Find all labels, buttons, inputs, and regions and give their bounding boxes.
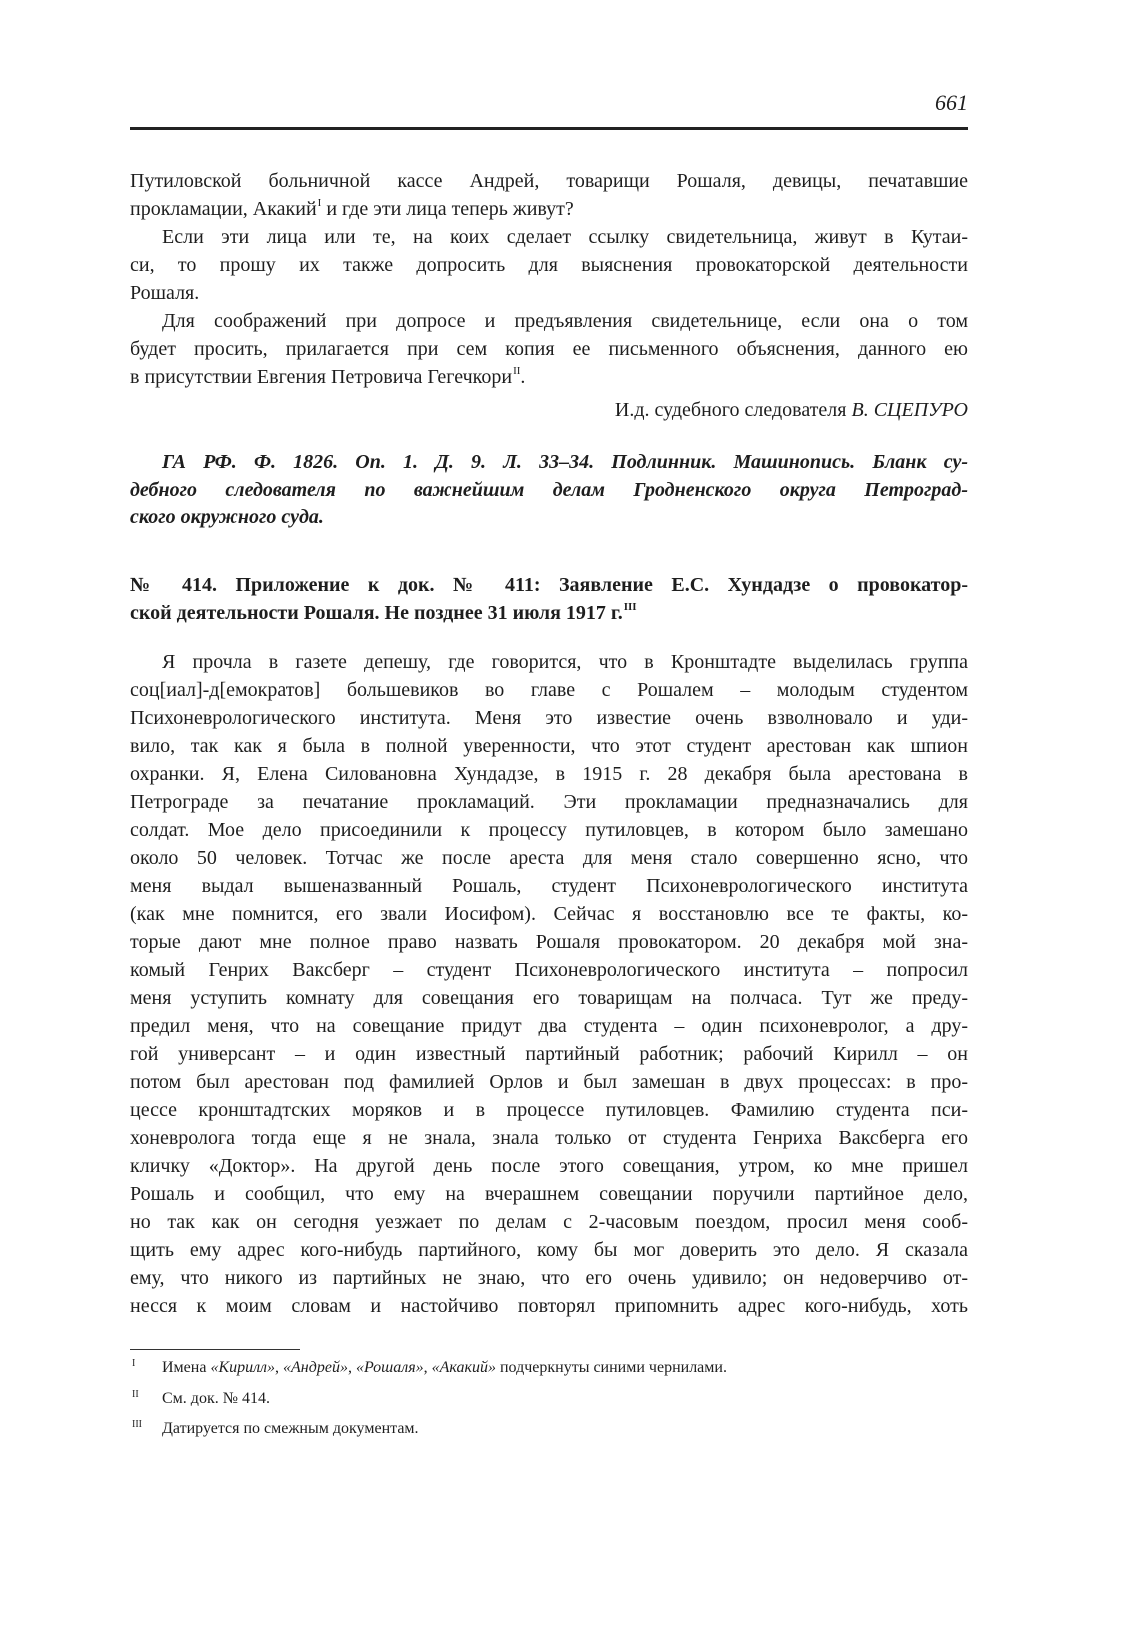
text-line <box>130 223 968 251</box>
archive-note <box>130 449 968 532</box>
text-run: Петрограде за печатание прокламаций. Эти прокламации предназначались для <box>130 791 968 813</box>
text-line <box>130 648 968 676</box>
text-run: около 50 человек. Тотчас же после ареста для меня стало совершенно ясно, что <box>130 847 968 869</box>
footnote-mark: I <box>132 1358 136 1369</box>
text-run: несся к моим словам и настойчиво повторял припомнить адрес кого-нибудь, хоть <box>130 1295 968 1317</box>
text-run: (как мне помнится, его звали Иосифом). Сейчас я восстановлю все те факты, ко- <box>130 903 968 925</box>
text-line <box>130 1236 968 1264</box>
footnote <box>130 1384 968 1415</box>
signature-name: В. СЦЕПУРО <box>851 399 968 421</box>
text-run: кличку «Доктор». На другой день после этого совещания, утром, ко мне пришел <box>130 1155 968 1177</box>
text-line <box>130 279 968 307</box>
text-run: дебного следователя по важнейшим делам Гродненского округа Петроград- <box>130 478 968 501</box>
text-line <box>130 1292 968 1320</box>
text-line <box>130 195 968 223</box>
text-run: щить ему адрес кого-нибудь партийного, кому бы мог доверить это дело. Я сказала <box>130 1239 968 1261</box>
text-run: солдат. Мое дело присоединили к процессу путиловцев, в котором было замешано <box>130 819 968 841</box>
text-run: Я прочла в газете депешу, где говорится, что в Кронштадте выделилась группа <box>162 651 968 673</box>
footnote-ref: III <box>623 601 637 613</box>
text-line <box>130 816 968 844</box>
text-run: соц[иал]-д[емократов] большевиков во главе с Рошалем – молодым студентом <box>130 679 968 701</box>
text-run: гой универсант – и один известный партийный работник; рабочий Кирилл – он <box>130 1043 968 1065</box>
footnote-text <box>162 1414 419 1445</box>
text-run: предил меня, что на совещание придут два студента – один психоневролог, а дру- <box>130 1015 968 1037</box>
footnote-mark: III <box>132 1419 142 1430</box>
text-line <box>130 984 968 1012</box>
main-text <box>130 648 968 1320</box>
italic-text: «Кирилл» <box>210 1359 276 1376</box>
text-run: хоневролога тогда еще я не знала, знала только от студента Генриха Ваксберга его <box>130 1127 968 1149</box>
text-line <box>130 477 968 505</box>
text-line <box>130 251 968 279</box>
text-run: Психоневрологического института. Меня это известие очень взволновало и уди- <box>130 707 968 729</box>
text-line <box>130 844 968 872</box>
text-run: но так как он сегодня уезжает по делам с 2-часовым поездом, просил меня сооб- <box>130 1211 968 1233</box>
text-line <box>130 307 968 335</box>
text-run: Путиловской больничной кассе Андрей, товарищи Рошаля, девицы, печатавшие <box>130 170 968 192</box>
letter-continuation <box>130 167 968 391</box>
text-run: . <box>520 366 526 388</box>
text-line <box>130 1012 968 1040</box>
text-line <box>130 788 968 816</box>
text-run: , <box>347 1359 356 1376</box>
text-line <box>130 363 968 391</box>
italic-text: «Акакий» <box>431 1359 496 1376</box>
footnotes <box>130 1353 968 1445</box>
footnote <box>130 1414 968 1445</box>
text-line <box>130 760 968 788</box>
footnote-mark: II <box>132 1388 139 1400</box>
text-run: охранки. Я, Елена Силовановна Хундадзе, в 1915 г. 28 декабря была арестована в <box>130 763 968 785</box>
italic-text: «Андрей» <box>283 1359 348 1376</box>
text-line <box>130 449 968 477</box>
italic-text: «Рошаля» <box>355 1359 424 1376</box>
text-line <box>130 1264 968 1292</box>
header-rule <box>130 127 968 130</box>
footnote-ref: I <box>317 197 322 209</box>
text-run: ской деятельности Рошаля. Не позднее 31 июля 1917 г. <box>130 602 623 624</box>
text-run: Рошаля. <box>130 282 200 304</box>
text-line <box>130 900 968 928</box>
text-run: , <box>423 1359 432 1376</box>
text-line <box>130 704 968 732</box>
text-line <box>130 1152 968 1180</box>
text-line <box>130 956 968 984</box>
text-line <box>130 732 968 760</box>
text-run: и где эти лица теперь живут? <box>321 198 574 220</box>
text-line <box>130 1180 968 1208</box>
text-run: Рошаль и сообщил, что ему на вчерашнем совещании поручили партийное дело, <box>130 1183 968 1205</box>
text-line <box>130 1208 968 1236</box>
text-line <box>130 599 968 627</box>
signature <box>130 396 968 424</box>
text-run: ГА РФ. Ф. 1826. Оп. 1. Д. 9. Л. 33–34. Подлинник. Машинопись. Бланк су- <box>162 451 968 473</box>
footnote-text <box>162 1353 727 1384</box>
text-run: меня выдал вышеназванный Рошаль, студент Психоневрологического института <box>130 875 968 897</box>
text-run: торые дают мне полное право назвать Рошаля провокатором. 20 декабря мой зна- <box>130 931 968 953</box>
text-line <box>130 1040 968 1068</box>
text-line <box>130 872 968 900</box>
footnote <box>130 1353 968 1384</box>
document-heading <box>130 571 968 627</box>
text-run: прокламации, Акакий <box>130 198 317 220</box>
text-line <box>130 1096 968 1124</box>
signature-title: И.д. судебного следователя <box>614 399 852 421</box>
text-line <box>130 1124 968 1152</box>
text-run: в присутствии Евгения Петровича Гегечкори <box>130 366 513 388</box>
text-run: № 414. Приложение к док. № 411: Заявление Е.С. Хундадзе о провокатор- <box>130 574 968 596</box>
text-run: Датируется по смежным документам. <box>162 1420 419 1437</box>
footnote-ref: II <box>513 365 521 377</box>
text-line <box>130 504 968 532</box>
footnote-text <box>162 1384 270 1415</box>
text-line <box>130 571 968 599</box>
page-number: 661 <box>935 90 968 115</box>
text-line <box>130 1068 968 1096</box>
text-run: цессе кронштадтских моряков и в процессе путиловцев. Фамилию студента пси- <box>130 1099 968 1121</box>
text-run: потом был арестован под фамилией Орлов и был замешан в двух процессах: в про- <box>130 1071 968 1093</box>
text-run: подчеркнуты синими чернилами. <box>495 1359 727 1376</box>
text-run: Имена <box>162 1359 211 1376</box>
text-run: меня уступить комнату для совещания его товарищам на полчаса. Тут же преду- <box>130 987 968 1009</box>
text-line <box>130 167 968 195</box>
text-run: будет просить, прилагается при сем копия ее письменного объяснения, данного ею <box>130 338 968 360</box>
text-run: си, то прошу их также допросить для выяснения провокаторской деятельности <box>130 254 968 276</box>
text-run: Если эти лица или те, на коих сделает ссылку свидетельница, живут в Кутаи- <box>162 226 968 248</box>
text-run: ему, что никого из партийных не знаю, что его очень удивило; он недоверчиво от- <box>130 1267 968 1289</box>
text-run: комый Генрих Ваксберг – студент Психоневрологического института – попросил <box>130 959 968 981</box>
text-run: , <box>275 1359 284 1376</box>
text-line <box>130 335 968 363</box>
text-run: вило, так как я была в полной уверенности, что этот студент арестован как шпион <box>130 735 968 757</box>
text-run: ского окружного суда. <box>130 506 324 528</box>
text-run: См. док. № 414. <box>162 1389 270 1407</box>
text-run: Для соображений при допросе и предъявления свидетельнице, если она о том <box>162 310 968 332</box>
text-line <box>130 928 968 956</box>
text-line <box>130 676 968 704</box>
